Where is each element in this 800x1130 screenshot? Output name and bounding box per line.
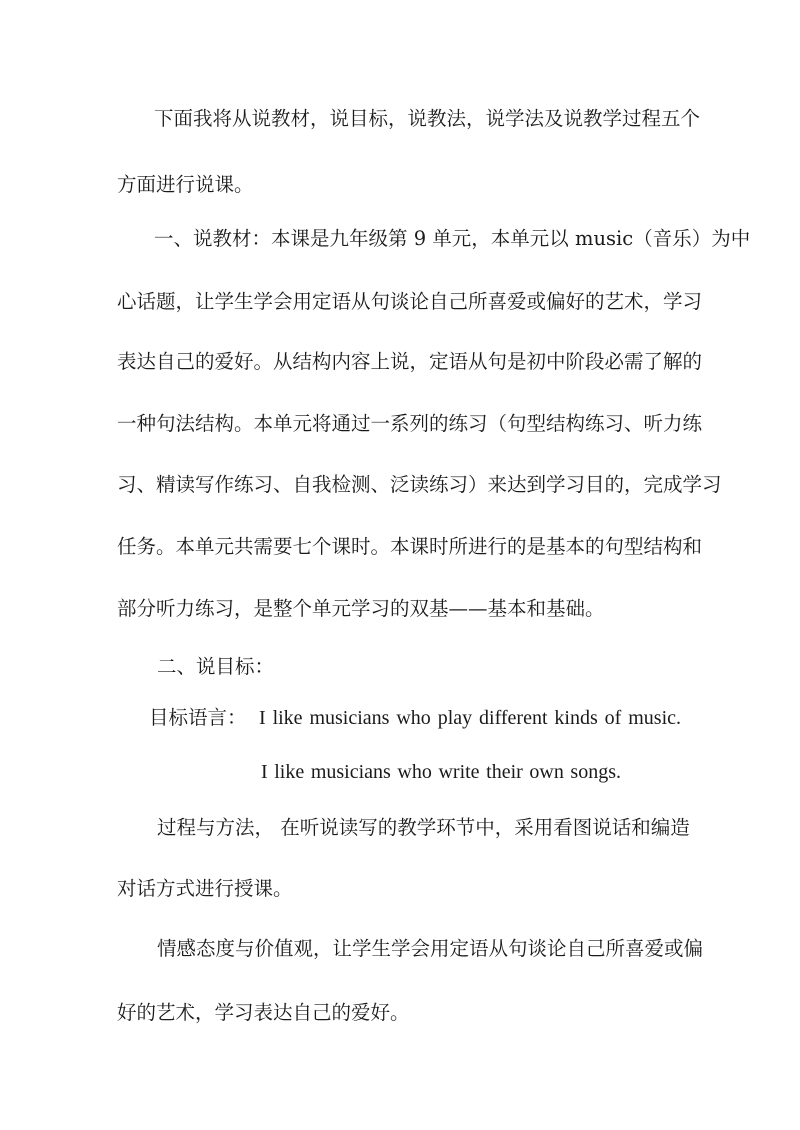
- intro-line-1: 下面我将从说教材，说目标，说教法，说学法及说教学过程五个: [154, 107, 701, 130]
- target-sentence-1: I like musicians who play different kinds of music.: [259, 707, 681, 729]
- emotion-attitude-line-2: 好的艺术，学习表达自己的爱好。: [117, 1001, 410, 1024]
- emotion-attitude-line-1: 情感态度与价值观，让学生学会用定语从句谈论自己所喜爱或偏: [157, 937, 704, 960]
- section-1-line-2: 心话题，让学生学会用定语从句谈论自己所喜爱或偏好的艺术，学习: [117, 290, 703, 313]
- target-sentence-2: I like musicians who write their own songs.: [261, 761, 621, 783]
- section-2-heading: 二、说目标：: [157, 655, 275, 678]
- process-method-line-1: 过程与方法， 在听说读写的教学环节中，采用看图说话和编造: [157, 816, 690, 839]
- section-1-line-5: 习、精读写作练习、自我检测、泛读练习）来达到学习目的，完成学习: [117, 473, 722, 496]
- target-language-label: 目标语言：: [149, 706, 247, 729]
- section-1-line-6: 任务。本单元共需要七个课时。本课时所进行的是基本的句型结构和: [117, 535, 703, 558]
- intro-line-2: 方面进行说课。: [117, 173, 254, 196]
- section-1-line-1: 一、说教材：本课是九年级第 9 单元，本单元以 music（音乐）为中: [154, 227, 751, 250]
- section-1-line-7: 部分听力练习，是整个单元学习的双基——基本和基础。: [117, 597, 605, 620]
- section-1-line-3: 表达自己的爱好。从结构内容上说，定语从句是初中阶段必需了解的: [117, 350, 703, 373]
- process-method-line-2: 对话方式进行授课。: [117, 877, 293, 900]
- section-1-line-4: 一种句法结构。本单元将通过一系列的练习（句型结构练习、听力练: [117, 412, 703, 435]
